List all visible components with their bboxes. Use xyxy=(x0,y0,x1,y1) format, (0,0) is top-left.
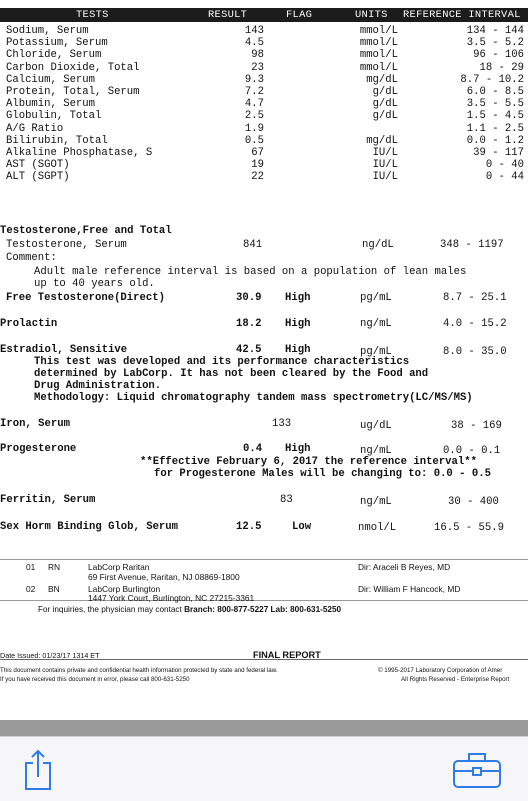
test-reference: 3.5 - 5.2 xyxy=(466,37,524,50)
page-edge xyxy=(0,720,528,736)
test-reference: 6.0 - 8.5 xyxy=(466,86,524,98)
confidential-notice: This document contains private and confidential health information protected by state and federal law. xyxy=(0,667,278,674)
test-name: Chloride, Serum xyxy=(6,49,102,62)
test-units: mmol/L xyxy=(359,25,398,37)
test-result: 4.7 xyxy=(244,98,264,111)
lab-address: 69 First Avenue, Raritan, NJ 08869-1800 xyxy=(88,572,240,582)
test-reference: 134 - 144 xyxy=(466,25,524,37)
test-name: Albumin, Serum xyxy=(6,98,96,111)
divider xyxy=(0,559,528,560)
test-name: Globulin, Total xyxy=(6,110,102,123)
test-reference: 16.5 - 55.9 xyxy=(434,522,504,534)
test-result: 12.5 xyxy=(236,521,262,533)
test-name: A/G Ratio xyxy=(6,122,64,135)
test-name: AST (SGOT) xyxy=(6,159,70,172)
copyright: © 1995-2017 Laboratory Corporation of Amer xyxy=(378,667,503,674)
test-result: 22 xyxy=(251,171,264,184)
reference-change-note: **Effective February 6, 2017 the reference interval** xyxy=(140,456,477,468)
test-name: Estradiol, Sensitive xyxy=(0,344,128,356)
method-note: This test was developed and its performance characteristics xyxy=(34,356,410,368)
method-note: determined by LabCorp. It has not been cleared by the Food and xyxy=(34,368,429,380)
test-reference: 96 - 106 xyxy=(473,49,524,62)
test-name: Prolactin xyxy=(0,318,58,330)
method-note: Drug Administration. xyxy=(34,380,162,392)
test-name: Iron, Serum xyxy=(0,418,70,430)
test-reference: 38 - 169 xyxy=(451,420,502,432)
test-result: 841 xyxy=(243,239,263,251)
section-title: Testosterone,Free and Total xyxy=(0,225,172,237)
col-reference: REFERENCE INTERVAL xyxy=(403,9,521,21)
test-name: ALT (SGPT) xyxy=(6,171,70,184)
share-button[interactable] xyxy=(22,747,54,791)
test-name: Progesterone xyxy=(0,443,77,455)
test-reference: 8.0 - 35.0 xyxy=(443,346,507,358)
test-units: IU/L xyxy=(372,147,398,159)
test-result: 83 xyxy=(280,494,293,506)
lab-abbr: BN xyxy=(48,584,60,594)
method-note: Methodology: Liquid chromatography tandem mass spectrometry(LC/MS/MS) xyxy=(34,392,473,404)
share-icon xyxy=(22,747,54,791)
test-name: Sex Horm Binding Glob, Serum xyxy=(0,521,179,533)
lab-address: 1447 York Court, Burlington, NC 27215-3361 xyxy=(88,593,255,603)
test-units: mg/dL xyxy=(366,73,398,86)
lab-abbr: RN xyxy=(48,562,61,572)
test-name: Ferritin, Serum xyxy=(0,494,96,506)
test-reference: 0.0 - 1.2 xyxy=(466,134,524,147)
toolbox-icon xyxy=(452,749,502,789)
test-units: ng/mL xyxy=(360,445,392,457)
col-flag: FLAG xyxy=(286,9,313,21)
test-units: g/dL xyxy=(372,110,398,123)
test-units: mmol/L xyxy=(359,49,398,62)
test-flag: High xyxy=(285,344,311,356)
final-report-label: FINAL REPORT xyxy=(253,650,321,660)
reference-change-note: for Progesterone Males will be changing to: 0.0 - 0.5 xyxy=(154,468,491,480)
comment-text: up to 40 years old. xyxy=(34,278,155,290)
test-reference: 0 - 44 xyxy=(485,171,524,184)
toolbox-button[interactable] xyxy=(452,749,502,789)
test-units: ng/mL xyxy=(360,496,392,508)
comment-text: Adult male reference interval is based on a population of lean males xyxy=(34,266,467,278)
test-reference: 348 - 1197 xyxy=(440,239,504,251)
test-result: 9.3 xyxy=(244,73,264,86)
test-name: Free Testosterone(Direct) xyxy=(6,292,165,304)
test-result: 143 xyxy=(244,25,264,37)
test-flag: Low xyxy=(292,521,312,533)
test-units: mmol/L xyxy=(359,61,398,74)
test-flag: High xyxy=(285,292,311,304)
bottom-toolbar xyxy=(0,736,528,801)
test-name: Testosterone, Serum xyxy=(6,239,127,251)
lab-code: 02 xyxy=(26,584,36,594)
test-units: pg/mL xyxy=(360,346,392,358)
lab-director: Dir: William F Hancock, MD xyxy=(358,584,461,594)
test-name: Protein, Total, Serum xyxy=(6,86,140,98)
col-units: UNITS xyxy=(355,9,388,21)
test-reference: 1.5 - 4.5 xyxy=(466,110,524,123)
test-name: Calcium, Serum xyxy=(6,73,96,86)
lab-code: 01 xyxy=(26,562,36,572)
test-result: 1.9 xyxy=(244,122,264,135)
test-result: 7.2 xyxy=(244,86,264,98)
test-reference: 3.5 - 5.5 xyxy=(466,98,524,111)
test-units: ng/dL xyxy=(362,239,394,251)
test-reference: 8.7 - 25.1 xyxy=(443,292,507,304)
test-reference: 30 - 400 xyxy=(448,496,499,508)
lab-name: LabCorp Raritan xyxy=(88,562,150,572)
test-units: ng/mL xyxy=(360,318,392,330)
test-units: g/dL xyxy=(372,86,398,98)
test-result: 42.5 xyxy=(236,344,262,356)
lab-director: Dir: Araceli B Reyes, MD xyxy=(358,562,451,572)
test-result: 0.5 xyxy=(244,134,264,147)
test-units: IU/L xyxy=(372,171,398,184)
divider xyxy=(0,600,528,601)
test-result: 133 xyxy=(272,418,292,430)
comment-label: Comment: xyxy=(6,252,57,264)
test-flag: High xyxy=(285,318,311,330)
test-name: Potassium, Serum xyxy=(6,37,108,50)
test-reference: 1.1 - 2.5 xyxy=(466,122,524,135)
test-name: Carbon Dioxide, Total xyxy=(6,61,140,74)
test-units: g/dL xyxy=(372,98,398,111)
test-reference: 0.0 - 0.1 xyxy=(443,445,501,457)
lab-name: LabCorp Burlington xyxy=(88,584,161,594)
test-result: 67 xyxy=(251,147,264,159)
test-name: Sodium, Serum xyxy=(6,25,89,37)
test-units: mg/dL xyxy=(366,134,398,147)
col-result: RESULT xyxy=(208,9,248,21)
confidential-notice: If you have received this document in error, please call 800-631-5250 xyxy=(0,676,190,683)
test-units: ug/dL xyxy=(360,420,392,432)
test-name: Bilirubin, Total xyxy=(6,134,108,147)
test-name: Alkaline Phosphatase, S xyxy=(6,147,153,159)
inquiries-phones: Branch: 800-877-5227 Lab: 800-631-5250 xyxy=(184,605,342,614)
test-result: 4.5 xyxy=(244,37,264,50)
test-result: 30.9 xyxy=(236,292,262,304)
test-result: 2.5 xyxy=(244,110,264,123)
test-result: 18.2 xyxy=(236,318,262,330)
test-reference: 0 - 40 xyxy=(485,159,524,172)
test-result: 98 xyxy=(251,49,264,62)
date-issued: Date Issued: 01/23/17 1314 ET xyxy=(0,651,100,660)
inquiries-text: For inquiries, the physician may contact xyxy=(38,605,185,614)
test-reference: 18 - 29 xyxy=(479,61,524,74)
test-units: nmol/L xyxy=(358,522,397,534)
test-reference: 8.7 - 10.2 xyxy=(460,73,524,86)
test-units: IU/L xyxy=(372,159,398,172)
table-header xyxy=(0,8,528,22)
test-units: mmol/L xyxy=(359,37,398,50)
test-flag: High xyxy=(285,443,311,455)
test-reference: 4.0 - 15.2 xyxy=(443,318,507,330)
test-units: pg/mL xyxy=(360,292,392,304)
test-result: 19 xyxy=(251,159,264,172)
col-tests: TESTS xyxy=(76,9,109,21)
test-reference: 39 - 117 xyxy=(473,147,524,159)
inquiries-line xyxy=(38,605,341,614)
copyright: All Rights Reserved - Enterprise Report xyxy=(401,676,510,683)
test-result: 0.4 xyxy=(243,443,263,455)
test-result: 23 xyxy=(251,61,264,74)
